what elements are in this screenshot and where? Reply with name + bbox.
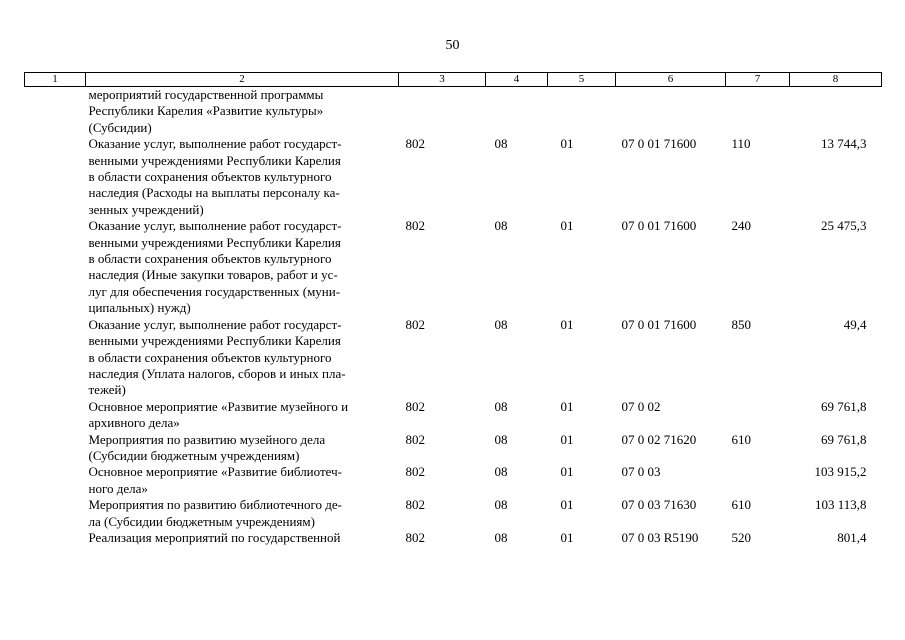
row-number-cell [25, 136, 86, 218]
row-csr-cell: 07 0 01 71600 [621, 218, 697, 234]
row-ved-cell: 802 [405, 218, 425, 234]
row-csr-cell: 07 0 03 [621, 464, 661, 480]
row-ved-cell: 802 [405, 431, 425, 447]
column-header-1: 1 [25, 73, 86, 87]
row-prz-cell: 01 [560, 529, 574, 545]
row-rz-cell: 08 [494, 218, 508, 234]
row-prz-cell: 01 [560, 497, 574, 513]
row-name-cell: Оказание услуг, выполнение работ государст- венными учреждениями Республики Карелия в области сохранения объектов культурного наследия (Расходы на выплаты персоналу ка- зенных учреждений) [88, 136, 342, 217]
row-csr-cell [616, 87, 726, 137]
row-name-cell: Мероприятия по развитию библиотечного де- ла (Субсидии бюджетным учреждениям) [88, 497, 342, 529]
row-prz-cell [548, 87, 616, 137]
column-header-6: 6 [616, 73, 726, 87]
table-row [25, 399, 882, 432]
row-rz-cell: 08 [494, 497, 508, 513]
row-rz-cell: 08 [494, 398, 508, 414]
row-sum-cell: 25 475,3 [821, 218, 867, 234]
table-body [25, 87, 882, 547]
row-prz-cell: 01 [560, 464, 574, 480]
row-ved-cell: 802 [405, 529, 425, 545]
column-header-5: 5 [548, 73, 616, 87]
row-name-cell: Реализация мероприятий по государственной [88, 529, 341, 545]
page-number: 50 [445, 38, 460, 53]
row-sum-cell: 801,4 [837, 529, 867, 545]
row-ved-cell [399, 87, 486, 137]
row-vr-cell: 520 [731, 529, 751, 545]
row-prz-cell: 01 [560, 136, 574, 152]
row-name-cell: Основное мероприятие «Развитие музейного и архивного дела» [88, 398, 349, 431]
row-csr-cell: 07 0 02 71620 [621, 431, 697, 447]
row-ved-cell: 802 [405, 497, 425, 513]
row-vr-cell [726, 399, 790, 432]
row-vr-cell: 610 [731, 431, 751, 447]
row-ved-cell: 802 [405, 398, 425, 414]
row-vr-cell: 610 [731, 497, 751, 513]
row-vr-cell: 110 [731, 136, 751, 152]
row-rz-cell: 08 [494, 431, 508, 447]
row-sum-cell: 13 744,3 [821, 136, 867, 152]
row-vr-cell [726, 464, 790, 497]
column-header-4: 4 [486, 73, 548, 87]
row-name-cell: Мероприятия по развитию музейного дела (Субсидии бюджетным учреждениям) [88, 431, 326, 463]
row-number-cell [25, 432, 86, 465]
row-vr-cell: 850 [731, 316, 751, 332]
row-number-cell [25, 218, 86, 316]
column-header-7: 7 [726, 73, 790, 87]
row-rz-cell: 08 [494, 464, 508, 480]
row-sum-cell: 103 915,2 [814, 464, 867, 480]
row-number-cell [25, 530, 86, 546]
table-row [25, 218, 882, 316]
table-header-row [25, 73, 882, 87]
row-sum-cell: 49,4 [843, 316, 867, 332]
row-csr-cell: 07 0 01 71600 [621, 136, 697, 152]
column-header-2: 2 [86, 73, 399, 87]
row-ved-cell: 802 [405, 464, 425, 480]
row-rz-cell: 08 [494, 136, 508, 152]
row-vr-cell: 240 [731, 218, 751, 234]
row-sum-cell [790, 87, 882, 137]
table-row [25, 464, 882, 497]
table-row [25, 136, 882, 218]
row-prz-cell: 01 [560, 218, 574, 234]
row-prz-cell: 01 [560, 398, 574, 414]
row-name-cell: Основное мероприятие «Развитие библиотеч- ного дела» [88, 464, 342, 496]
row-sum-cell: 69 761,8 [821, 398, 867, 414]
table-row [25, 87, 882, 137]
row-sum-cell: 69 761,8 [821, 431, 867, 447]
row-prz-cell: 01 [560, 316, 574, 332]
row-name-cell: Оказание услуг, выполнение работ государст- венными учреждениями Республики Карелия в области сохранения объектов культурного наследия (Иные закупки товаров, работ и ус- луг для обеспечения государственных (муни- ципальных) нужд) [88, 218, 342, 316]
table-row [25, 432, 882, 465]
table-row [25, 317, 882, 399]
row-ved-cell: 802 [405, 136, 425, 152]
row-number-cell [25, 464, 86, 497]
row-sum-cell: 103 113,8 [814, 497, 867, 513]
row-number-cell [25, 399, 86, 432]
row-name-cell: мероприятий государственной программы Республики Карелия «Развитие культуры» (Субсидии) [88, 87, 324, 135]
row-rz-cell: 08 [494, 316, 508, 332]
row-number-cell [25, 497, 86, 530]
table-row [25, 497, 882, 530]
row-rz-cell: 08 [494, 529, 508, 545]
budget-table [24, 72, 882, 546]
row-csr-cell: 07 0 03 R5190 [621, 529, 699, 545]
column-header-3: 3 [399, 73, 486, 87]
row-csr-cell: 07 0 03 71630 [621, 497, 697, 513]
row-ved-cell: 802 [405, 316, 425, 332]
table-row [25, 530, 882, 546]
row-vr-cell [726, 87, 790, 137]
row-name-cell: Оказание услуг, выполнение работ государст- венными учреждениями Республики Карелия в области сохранения объектов культурного наследия (Уплата налогов, сборов и иных пла- тежей) [88, 316, 346, 398]
row-number-cell [25, 87, 86, 137]
column-header-8: 8 [790, 73, 882, 87]
row-csr-cell: 07 0 01 71600 [621, 316, 697, 332]
row-prz-cell: 01 [560, 431, 574, 447]
row-csr-cell: 07 0 02 [621, 398, 661, 414]
row-rz-cell [486, 87, 548, 137]
row-number-cell [25, 317, 86, 399]
